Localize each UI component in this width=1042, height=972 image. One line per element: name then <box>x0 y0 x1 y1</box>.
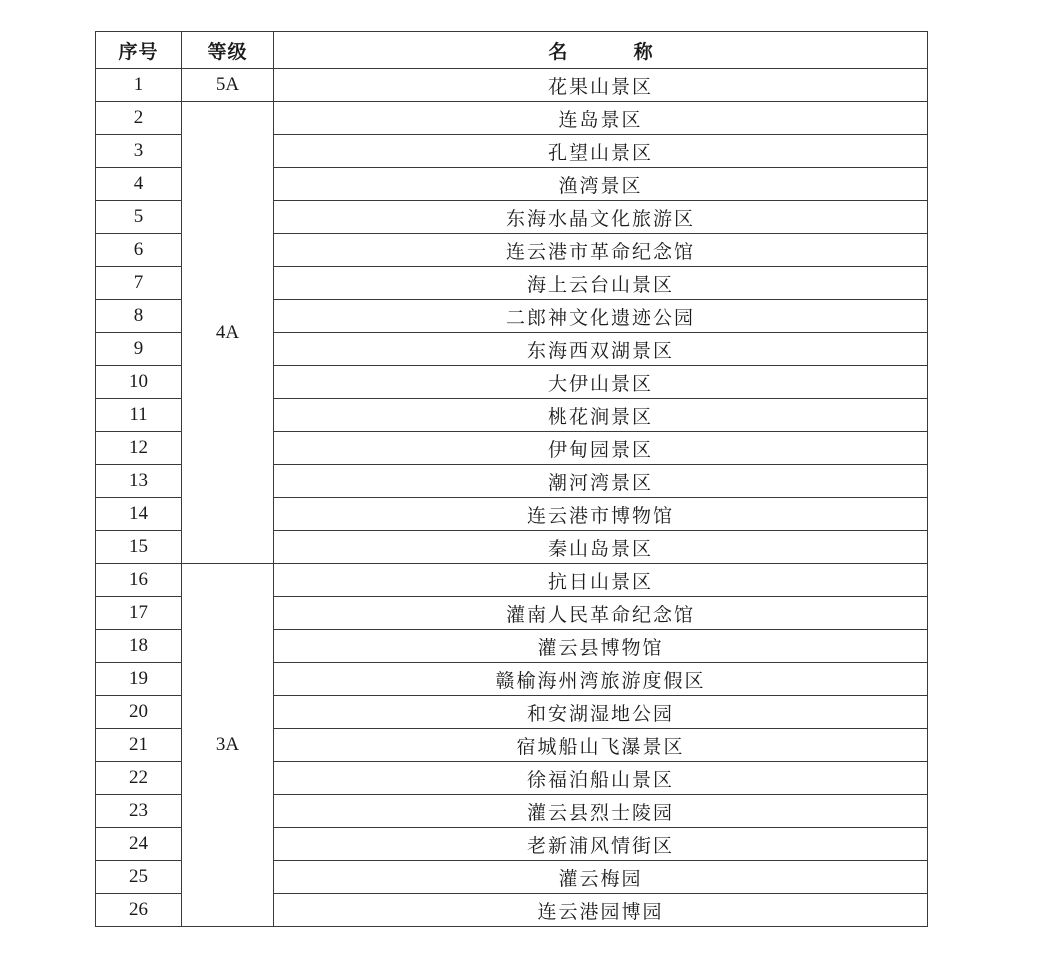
serial-number-cell: 19 <box>96 663 182 696</box>
serial-number-cell: 11 <box>96 399 182 432</box>
serial-number-cell: 2 <box>96 102 182 135</box>
scenic-name-cell: 大伊山景区 <box>274 366 928 399</box>
serial-number-cell: 10 <box>96 366 182 399</box>
scenic-name-cell: 伊甸园景区 <box>274 432 928 465</box>
scenic-name-cell: 连云港市博物馆 <box>274 498 928 531</box>
scenic-name-cell: 老新浦风情街区 <box>274 828 928 861</box>
table-header <box>96 32 928 69</box>
serial-number-cell: 12 <box>96 432 182 465</box>
grade-cell: 4A <box>182 102 274 564</box>
serial-number-cell: 7 <box>96 267 182 300</box>
table-body <box>96 69 928 927</box>
serial-number-cell: 4 <box>96 168 182 201</box>
scenic-name-cell: 灌云县博物馆 <box>274 630 928 663</box>
serial-number-cell: 9 <box>96 333 182 366</box>
scenic-name-cell: 花果山景区 <box>274 69 928 102</box>
grade-cell: 5A <box>182 69 274 102</box>
scenic-name-cell: 东海水晶文化旅游区 <box>274 201 928 234</box>
serial-number-cell: 21 <box>96 729 182 762</box>
header-serial-number: 序号 <box>96 32 182 69</box>
scenic-name-cell: 二郎神文化遗迹公园 <box>274 300 928 333</box>
grade-cell: 3A <box>182 564 274 927</box>
scenic-area-table <box>95 31 928 927</box>
serial-number-cell: 14 <box>96 498 182 531</box>
serial-number-cell: 17 <box>96 597 182 630</box>
serial-number-cell: 3 <box>96 135 182 168</box>
serial-number-cell: 6 <box>96 234 182 267</box>
table-row <box>96 102 928 135</box>
scenic-name-cell: 徐福泊船山景区 <box>274 762 928 795</box>
header-name <box>274 32 928 69</box>
serial-number-cell: 26 <box>96 894 182 927</box>
scenic-name-cell: 和安湖湿地公园 <box>274 696 928 729</box>
header-row <box>96 32 928 69</box>
scenic-name-cell: 孔望山景区 <box>274 135 928 168</box>
serial-number-cell: 18 <box>96 630 182 663</box>
scenic-name-cell: 渔湾景区 <box>274 168 928 201</box>
scenic-name-cell: 抗日山景区 <box>274 564 928 597</box>
serial-number-cell: 23 <box>96 795 182 828</box>
scenic-name-cell: 宿城船山飞瀑景区 <box>274 729 928 762</box>
serial-number-cell: 25 <box>96 861 182 894</box>
scenic-name-cell: 秦山岛景区 <box>274 531 928 564</box>
scenic-name-cell: 灌云县烈士陵园 <box>274 795 928 828</box>
serial-number-cell: 20 <box>96 696 182 729</box>
document-sheet <box>95 31 928 927</box>
serial-number-cell: 15 <box>96 531 182 564</box>
scenic-name-cell: 潮河湾景区 <box>274 465 928 498</box>
scenic-name-cell: 东海西双湖景区 <box>274 333 928 366</box>
serial-number-cell: 13 <box>96 465 182 498</box>
serial-number-cell: 1 <box>96 69 182 102</box>
scenic-name-cell: 连云港市革命纪念馆 <box>274 234 928 267</box>
scenic-name-cell: 灌南人民革命纪念馆 <box>274 597 928 630</box>
table-row <box>96 564 928 597</box>
header-grade: 等级 <box>182 32 274 69</box>
scenic-name-cell: 海上云台山景区 <box>274 267 928 300</box>
serial-number-cell: 16 <box>96 564 182 597</box>
scenic-name-cell: 桃花涧景区 <box>274 399 928 432</box>
serial-number-cell: 8 <box>96 300 182 333</box>
serial-number-cell: 5 <box>96 201 182 234</box>
serial-number-cell: 22 <box>96 762 182 795</box>
serial-number-cell: 24 <box>96 828 182 861</box>
header-name-label: 名 称 <box>548 40 653 63</box>
scenic-name-cell: 赣榆海州湾旅游度假区 <box>274 663 928 696</box>
table-row <box>96 69 928 102</box>
scenic-name-cell: 连岛景区 <box>274 102 928 135</box>
scenic-name-cell: 灌云梅园 <box>274 861 928 894</box>
scenic-name-cell: 连云港园博园 <box>274 894 928 927</box>
